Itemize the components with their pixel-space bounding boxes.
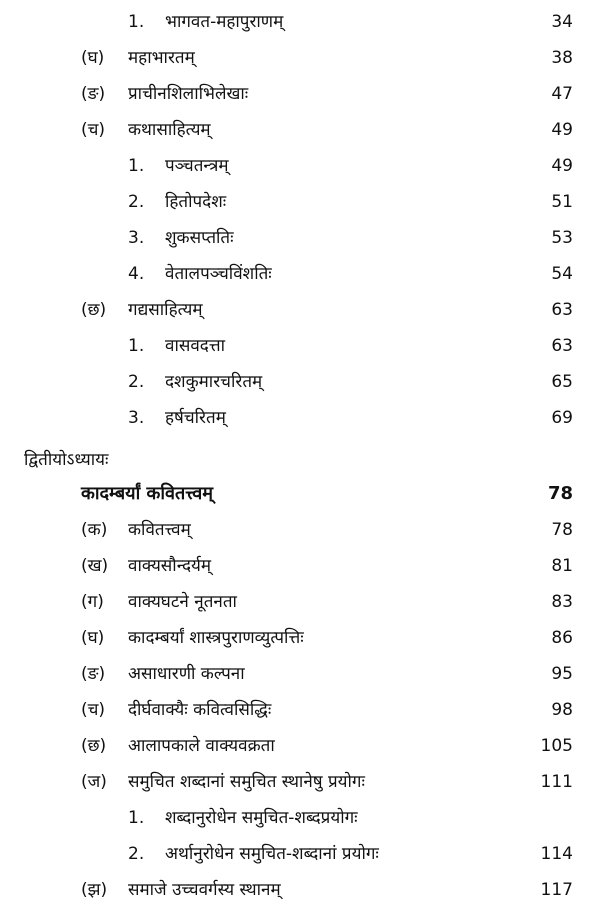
toc-entry-number: 2. bbox=[128, 192, 145, 212]
toc-entry bbox=[0, 585, 600, 619]
toc-entry bbox=[0, 41, 600, 75]
toc-entry-page: 98 bbox=[551, 700, 573, 720]
toc-entry-number: (छ) bbox=[81, 736, 107, 756]
toc-entry-title: प्राचीनशिलाभिलेखाः bbox=[128, 84, 249, 104]
toc-entry bbox=[0, 765, 600, 799]
toc-entry-page: 81 bbox=[551, 556, 573, 576]
toc-entry-title: हर्षचरितम् bbox=[165, 408, 226, 428]
toc-entry bbox=[0, 149, 600, 183]
chapter-heading-row bbox=[0, 443, 600, 477]
toc-entry-title: कवितत्त्वम् bbox=[128, 520, 191, 540]
toc-entry-title: शब्दानुरोधेन समुचित-शब्दप्रयोगः bbox=[165, 808, 358, 828]
toc-entry-title: आलापकाले वाक्यवक्रता bbox=[128, 736, 275, 756]
toc-entry-number: (ङ) bbox=[81, 84, 106, 104]
toc-entry-number: (च) bbox=[81, 700, 106, 720]
toc-entry-page: 63 bbox=[551, 336, 573, 356]
toc-entry-page: 95 bbox=[551, 664, 573, 684]
toc-entry-title: कथासाहित्यम् bbox=[128, 120, 211, 140]
toc-entry bbox=[0, 729, 600, 763]
toc-entry-title: वाक्यसौन्दर्यम् bbox=[128, 556, 212, 576]
toc-entry-number: 4. bbox=[128, 264, 145, 284]
toc-entry bbox=[0, 621, 600, 655]
toc-entry-title: वेतालपञ्चविंशतिः bbox=[165, 264, 272, 284]
toc-entry-page: 63 bbox=[551, 300, 573, 320]
toc-entry-number: 2. bbox=[128, 844, 145, 864]
toc-entry-title: दीर्घवाक्यैः कवित्वसिद्धिः bbox=[128, 700, 272, 720]
toc-entry-number: (च) bbox=[81, 120, 106, 140]
toc-entry-number: (झ) bbox=[81, 880, 108, 900]
toc-entry-number: (ख) bbox=[81, 556, 109, 576]
toc-entry bbox=[0, 113, 600, 147]
toc-entry-page: 111 bbox=[540, 772, 573, 792]
toc-entry-number: 1. bbox=[128, 156, 145, 176]
toc-entry bbox=[0, 549, 600, 583]
toc-entry-title: समुचित शब्दानां समुचित स्थानेषु प्रयोगः bbox=[128, 772, 365, 792]
toc-entry-title: वासवदत्ता bbox=[165, 336, 225, 356]
toc-entry-number: 3. bbox=[128, 228, 145, 248]
toc-entry-page: 53 bbox=[551, 228, 573, 248]
toc-entry-number: (घ) bbox=[81, 628, 105, 648]
toc-entry bbox=[0, 329, 600, 363]
toc-entry-title: अर्थानुरोधेन समुचित-शब्दानां प्रयोगः bbox=[165, 844, 379, 864]
toc-entry bbox=[0, 801, 600, 835]
toc-entry-title: कादम्बर्यां शास्त्रपुराणव्युत्पत्तिः bbox=[128, 628, 304, 648]
toc-entry-page: 47 bbox=[551, 84, 573, 104]
toc-entry-title: दशकुमारचरितम् bbox=[165, 372, 263, 392]
toc-entry-title: असाधारणी कल्पना bbox=[128, 664, 245, 684]
toc-entry-page: 114 bbox=[540, 844, 573, 864]
chapter-title-row bbox=[0, 477, 600, 511]
toc-entry-number: (ग) bbox=[81, 592, 104, 612]
toc-entry-number: 1. bbox=[128, 336, 145, 356]
toc-entry bbox=[0, 5, 600, 39]
toc-entry-title: वाक्यघटने नूतनता bbox=[128, 592, 237, 612]
toc-entry-page: 49 bbox=[551, 156, 573, 176]
toc-entry-page: 34 bbox=[551, 12, 573, 32]
toc-entry-title: समाजे उच्चवर्गस्य स्थानम् bbox=[128, 880, 281, 900]
toc-entry-title: गद्यसाहित्यम् bbox=[128, 300, 203, 320]
toc-entry bbox=[0, 513, 600, 547]
chapter-heading: द्वितीयोऽध्यायः bbox=[24, 450, 109, 470]
toc-entry bbox=[0, 657, 600, 691]
toc-entry-title: शुकसप्ततिः bbox=[165, 228, 234, 248]
toc-entry bbox=[0, 837, 600, 871]
toc-entry-number: 1. bbox=[128, 808, 145, 828]
toc-entry-page: 38 bbox=[551, 48, 573, 68]
toc-entry bbox=[0, 693, 600, 727]
toc-entry-page: 117 bbox=[540, 880, 573, 900]
toc-entry-page: 54 bbox=[551, 264, 573, 284]
toc-entry bbox=[0, 293, 600, 327]
toc-entry-number: 1. bbox=[128, 12, 145, 32]
toc-entry-number: (क) bbox=[81, 520, 108, 540]
toc-entry-page: 65 bbox=[551, 372, 573, 392]
toc-entry-page: 78 bbox=[551, 520, 573, 540]
toc-entry-number: (ङ) bbox=[81, 664, 106, 684]
toc-entry bbox=[0, 401, 600, 435]
toc-entry-number: 2. bbox=[128, 372, 145, 392]
toc-entry-page: 69 bbox=[551, 408, 573, 428]
toc-entry-page: 86 bbox=[551, 628, 573, 648]
toc-entry-title: महाभारतम् bbox=[128, 48, 195, 68]
toc-entry-page: 83 bbox=[551, 592, 573, 612]
toc-entry-title: हितोपदेशः bbox=[165, 192, 227, 212]
toc-entry bbox=[0, 221, 600, 255]
toc-entry bbox=[0, 873, 600, 907]
toc-entry-page: 105 bbox=[540, 736, 573, 756]
toc-entry bbox=[0, 365, 600, 399]
toc-entry-number: (ज) bbox=[81, 772, 107, 792]
chapter-title: कादम्बर्यां कवितत्त्वम् bbox=[81, 483, 214, 504]
toc-entry bbox=[0, 77, 600, 111]
toc-entry-title: पञ्चतन्त्रम् bbox=[165, 156, 229, 176]
toc-entry bbox=[0, 185, 600, 219]
toc-entry-title: भागवत-महापुराणम् bbox=[165, 12, 284, 32]
toc-entry-number: 3. bbox=[128, 408, 145, 428]
toc-entry-number: (छ) bbox=[81, 300, 107, 320]
chapter-page: 78 bbox=[547, 483, 573, 504]
toc-entry bbox=[0, 257, 600, 291]
toc-entry-page: 49 bbox=[551, 120, 573, 140]
toc-entry-page: 51 bbox=[551, 192, 573, 212]
toc-entry-number: (घ) bbox=[81, 48, 105, 68]
